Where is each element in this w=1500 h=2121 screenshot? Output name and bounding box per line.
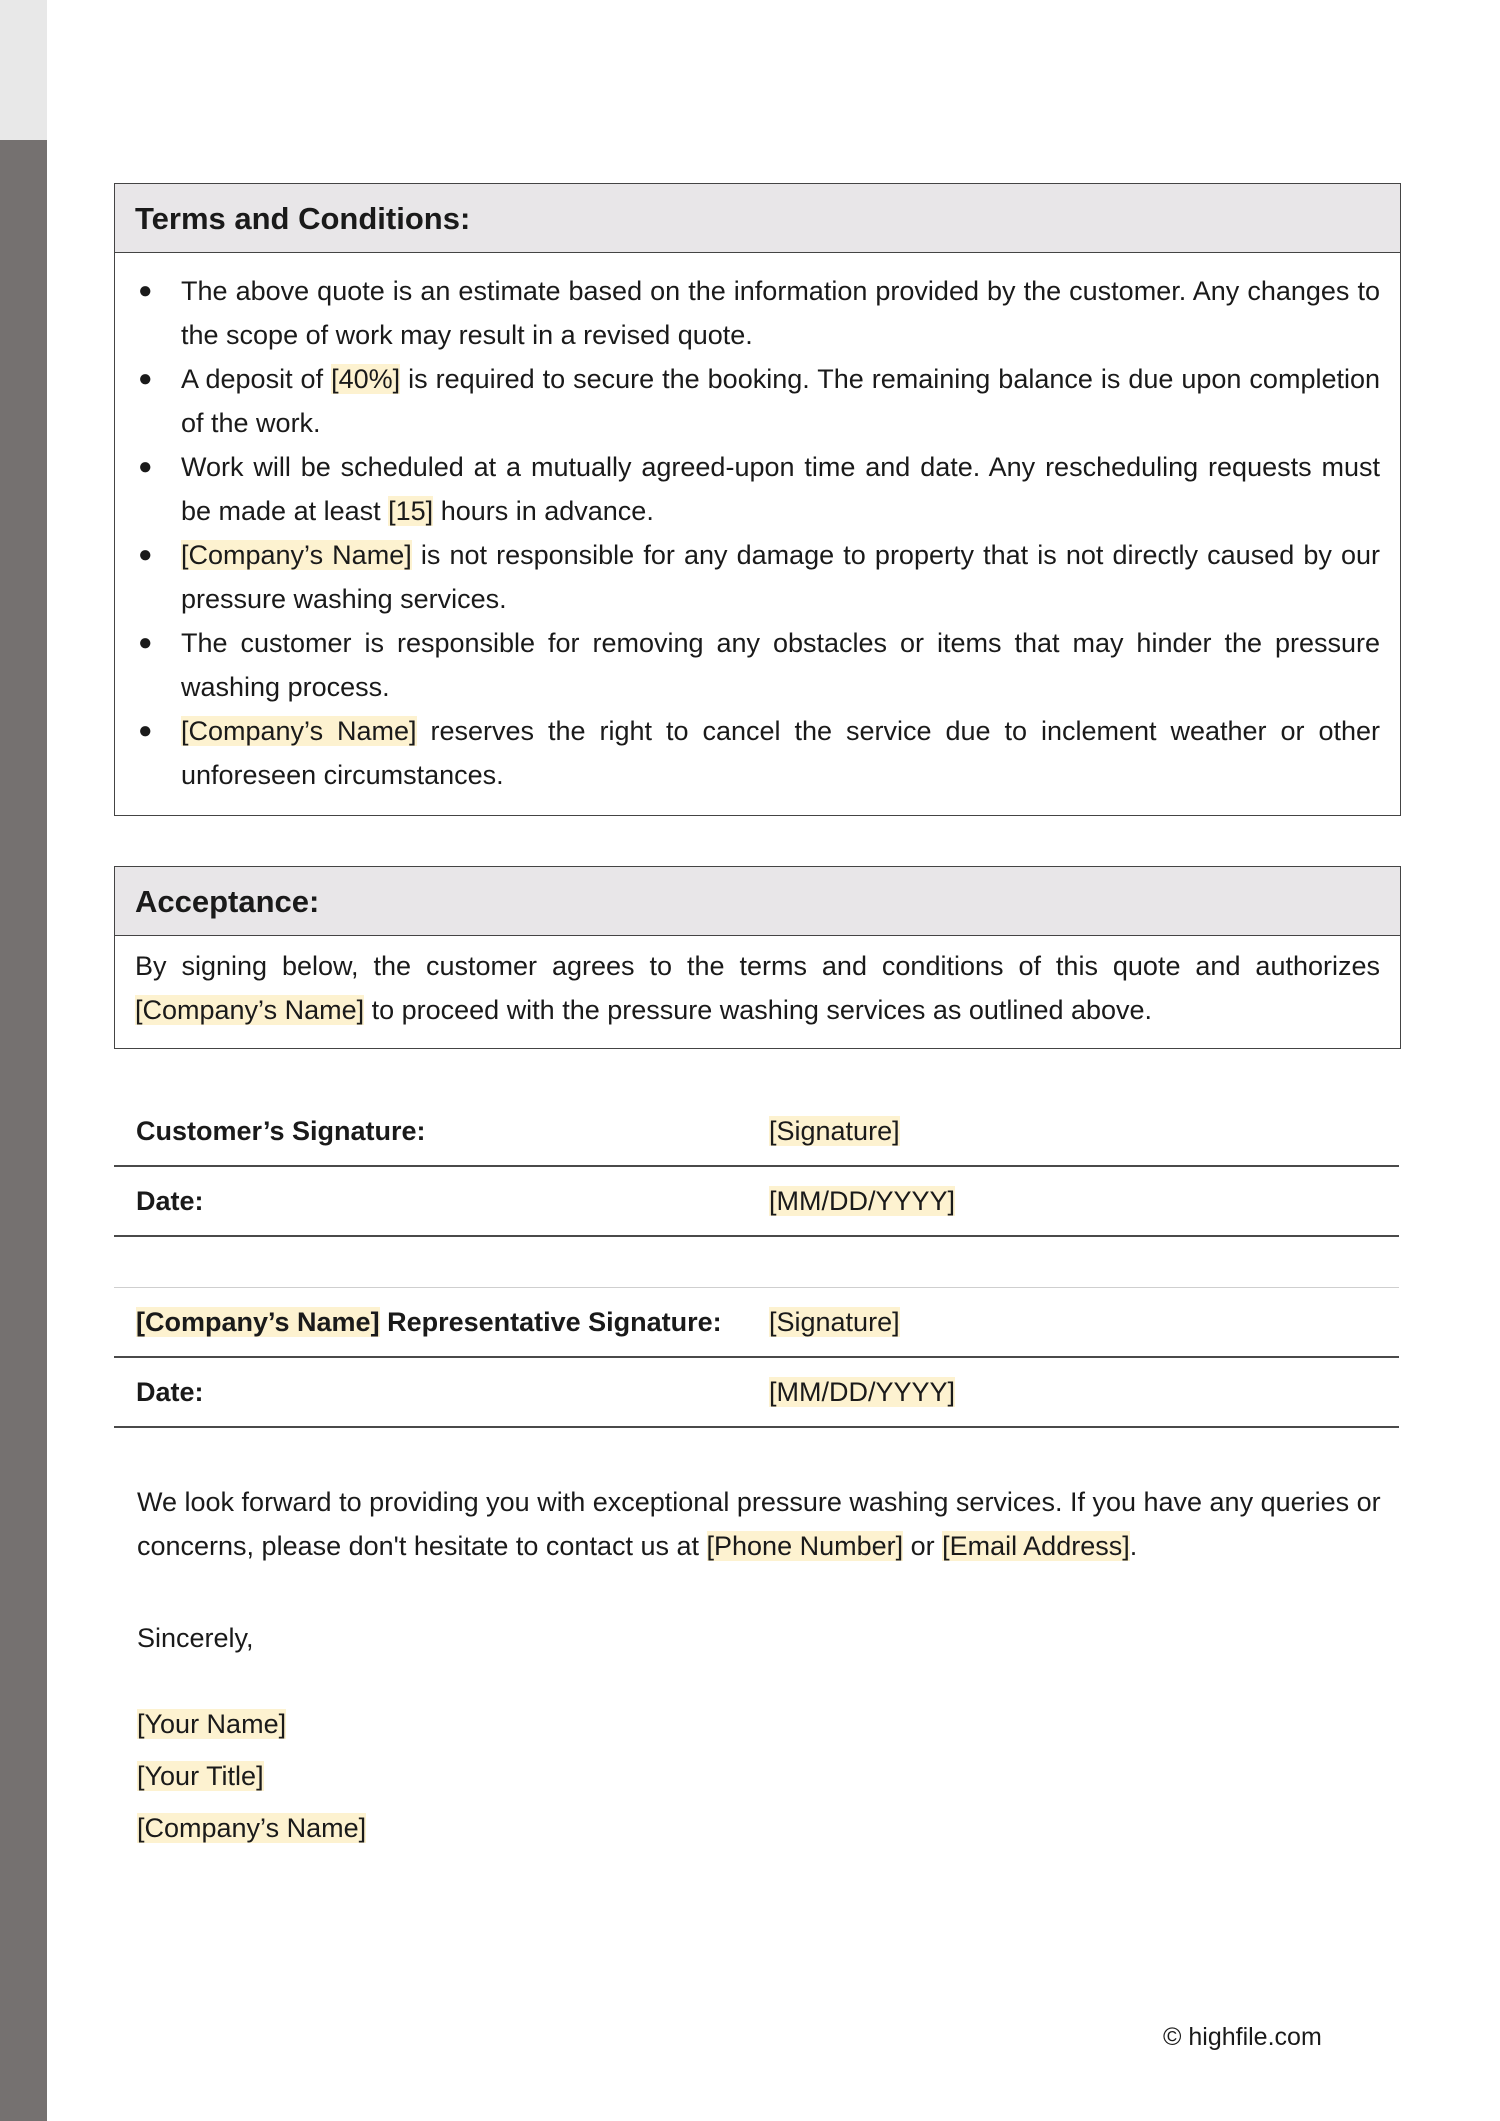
representative-date-field[interactable]: [MM/DD/YYYY] [769,1377,956,1407]
acceptance-section [114,866,1401,1049]
acceptance-text [115,936,1400,1032]
terms-item-text: A deposit of [181,364,332,394]
terms-item-text: reserves the right to cancel the service due to inclement weather or other unforeseen circumstances. [181,716,1381,790]
representative-date-label: Date: [136,1377,204,1407]
terms-item-text: The customer is responsible for removing any obstacles or items that may hinder the pressure washing process. [181,628,1380,702]
signoff-company-placeholder: [Company’s Name] [137,1813,367,1843]
placeholder-highlight: [Company’s Name] [181,716,417,746]
closing-text: We look forward to providing you with exceptional pressure washing services. If you have any queries or concerns, please don't hesitate to contact us at [137,1487,1381,1561]
terms-item [138,533,1381,621]
terms-heading: Terms and Conditions: [115,184,1400,253]
your-name-placeholder: [Your Name] [137,1709,287,1739]
representative-signature-row [114,1288,1399,1358]
terms-item [138,445,1380,533]
terms-item [138,709,1381,797]
customer-date-field[interactable]: [MM/DD/YYYY] [769,1186,956,1216]
bullet-icon: ● [138,365,153,392]
sidebar-top-band [0,0,47,140]
closing-or: or [903,1531,943,1561]
customer-signature-field[interactable]: [Signature] [769,1116,900,1146]
terms-item-text: The above quote is an estimate based on the information provided by the customer. Any changes to the scope of work may result in a revised quote. [181,276,1380,350]
terms-item [138,621,1380,709]
representative-signature-field[interactable]: [Signature] [769,1307,900,1337]
email-placeholder: [Email Address] [942,1531,1130,1561]
bullet-icon: ● [138,453,153,480]
closing-end: . [1129,1531,1138,1561]
terms-item-text: is required to secure the booking. The remaining balance is due upon completion of the work. [181,364,1381,438]
closing-paragraph [137,1480,1402,1568]
customer-signature-row [114,1097,1399,1167]
acceptance-text-before: By signing below, the customer agrees to the terms and conditions of this quote and authorizes [135,951,1380,981]
terms-list [115,253,1400,797]
acceptance-company-placeholder: [Company’s Name] [135,995,365,1025]
customer-signature-table [114,1097,1399,1428]
footer-copyright: © highfile.com [1163,2023,1322,2051]
signature-spacer [114,1237,1399,1288]
bullet-icon: ● [138,277,153,304]
terms-item [138,357,1381,445]
bullet-icon: ● [138,629,153,656]
acceptance-heading: Acceptance: [115,867,1400,936]
customer-date-label: Date: [136,1186,204,1216]
salutation: Sincerely, [137,1623,254,1653]
representative-company-placeholder: [Company’s Name] [136,1307,380,1337]
placeholder-highlight: [15] [388,496,434,526]
representative-date-row [114,1358,1399,1428]
customer-date-row [114,1167,1399,1237]
acceptance-text-after: to proceed with the pressure washing services as outlined above. [364,995,1153,1025]
terms-item-text: is not responsible for any damage to property that is not directly caused by our pressure washing services. [181,540,1381,614]
terms-item-text: hours in advance. [433,496,654,526]
customer-signature-label: Customer’s Signature: [136,1116,426,1146]
signoff-block [137,1698,1402,1854]
terms-section [114,183,1401,816]
bullet-icon: ● [138,717,153,744]
bullet-icon: ● [138,541,153,568]
terms-item [138,269,1380,357]
placeholder-highlight: [Company’s Name] [181,540,412,570]
sidebar-band [0,140,47,2121]
representative-signature-label: Representative Signature: [379,1307,722,1337]
terms-item-text: Work will be scheduled at a mutually agreed-upon time and date. Any rescheduling requests must be made at least [181,452,1380,526]
phone-placeholder: [Phone Number] [706,1531,904,1561]
your-title-placeholder: [Your Title] [137,1761,264,1791]
placeholder-highlight: [40%] [331,364,401,394]
